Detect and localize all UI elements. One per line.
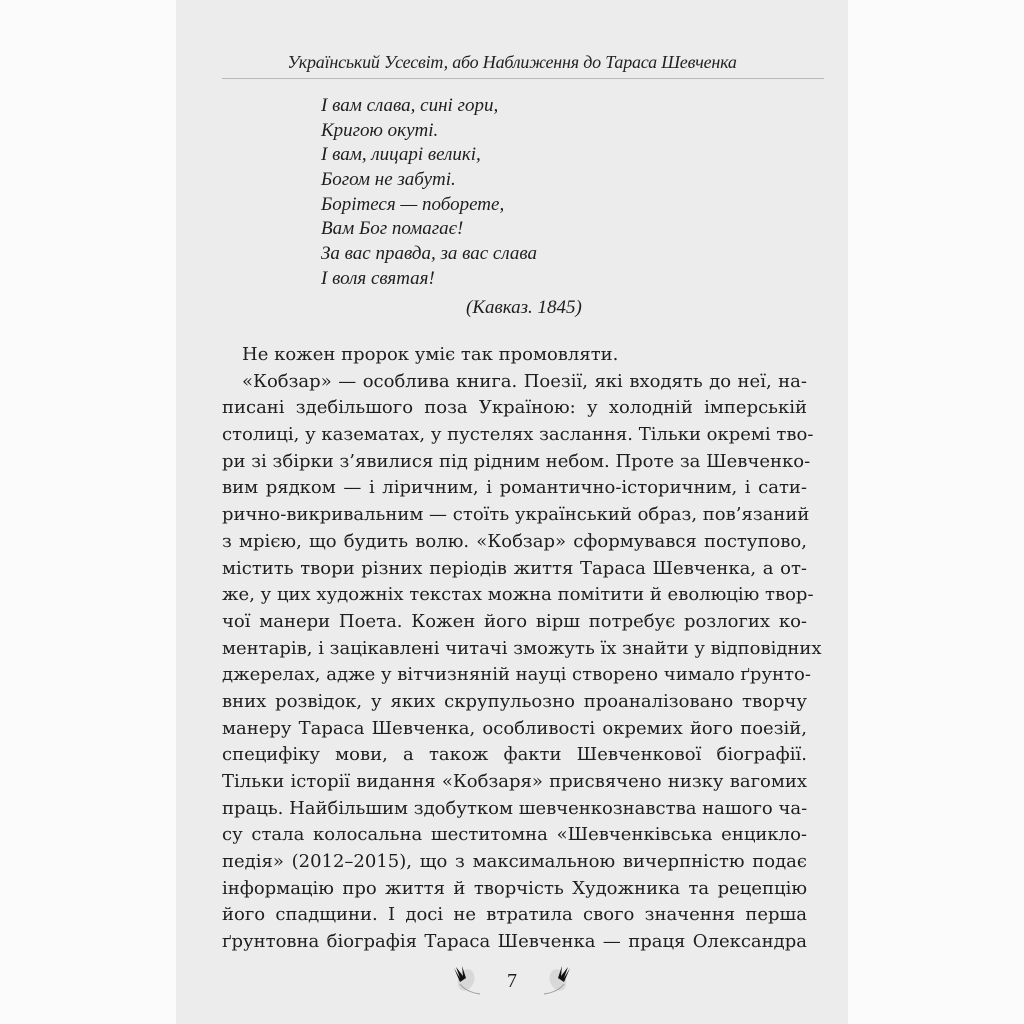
book-page [176,0,848,1024]
text-line: Не кожен пророк уміє так промовляти. [242,344,619,365]
text-line: містить твори різних періодів життя Тараса Шевченка, а от- [222,557,807,579]
flower-bud-ornament-icon [446,964,482,998]
text-line: писані здебільшого поза Україною: у холодній імперській [222,397,807,419]
poem-line: Вам Бог помагає! [321,218,464,240]
poem-line: І вам слава, сині гори, [321,95,499,116]
text-line: чої манери Поета. Кожен його вірш потребує розлогих ко- [222,610,807,632]
text-line: ри зі збірки з’явилися під рідним небом. Проте за Шевченко- [222,450,811,472]
poem-line: За вас правда, за вас слава [321,243,537,265]
poem-line: Богом не забуті. [321,169,456,191]
text-line: вим рядком — і ліричним, і романтично-історичним, і сати- [222,477,807,499]
poem-source: (Кавказ. 1845) [466,297,582,318]
text-line: його спадщини. І досі не втратила свого значення перша [222,904,807,926]
page-number: 7 [507,969,517,992]
poem-line: Борітеся — поборете, [321,193,505,215]
text-line: праць. Найбільшим здобутком шевченкознавства нашого ча- [222,797,808,819]
text-line: вних розвідок, у яких скрупульозно проаналізовано творчу [222,690,807,712]
text-line: інформацію про життя й творчість Художника та рецепцію [222,877,807,899]
text-line: рично-викривальним — стоїть український образ, пов’язаний [222,504,810,526]
body-text [222,342,822,956]
text-line: ментарів, і зацікавлені читачі зможуть їх знайти у відповідних [222,637,822,659]
page-footer [176,964,848,998]
text-line: джерелах, адже у вітчизняній науці створено чимало ґрунто- [222,664,811,686]
running-header: Український Усесвіт, або Наближення до Тараса Шевченка [287,52,737,72]
poem-line: І воля святая! [321,267,435,289]
poem-line: І вам, лицарі великі, [321,144,481,166]
text-line: «Кобзар» — особлива книга. Поезії, які входять до неї, на- [242,370,807,392]
text-line: су стала колосальна шеститомна «Шевченківська енцикло- [222,824,807,846]
poem-line: Кригою окуті. [321,119,439,141]
header-rule [222,78,824,79]
text-line: манеру Тараса Шевченка, особливості окремих його поезій, [222,717,807,739]
flower-bud-ornament-icon [542,964,578,998]
text-line: столиці, у казематах, у пустелях заслання. Тільки окремі тво- [222,424,814,446]
poem-quote [321,94,537,292]
text-line: ґрунтовна біографія Тараса Шевченка — праця Олександра [222,931,807,953]
text-line: специфіку мови, а також факти Шевченкової біографії. [222,744,807,766]
text-line: з мрією, що будить волю. «Кобзар» сформувався поступово, [222,530,807,552]
text-line: Тільки історії видання «Кобзаря» присвячено низку вагомих [222,771,807,792]
text-line: педія» (2012–2015), що з максимальною вичерпністю подає [222,851,807,873]
text-line: же, у цих художніх текстах можна помітити й еволюцію твор- [222,584,814,606]
